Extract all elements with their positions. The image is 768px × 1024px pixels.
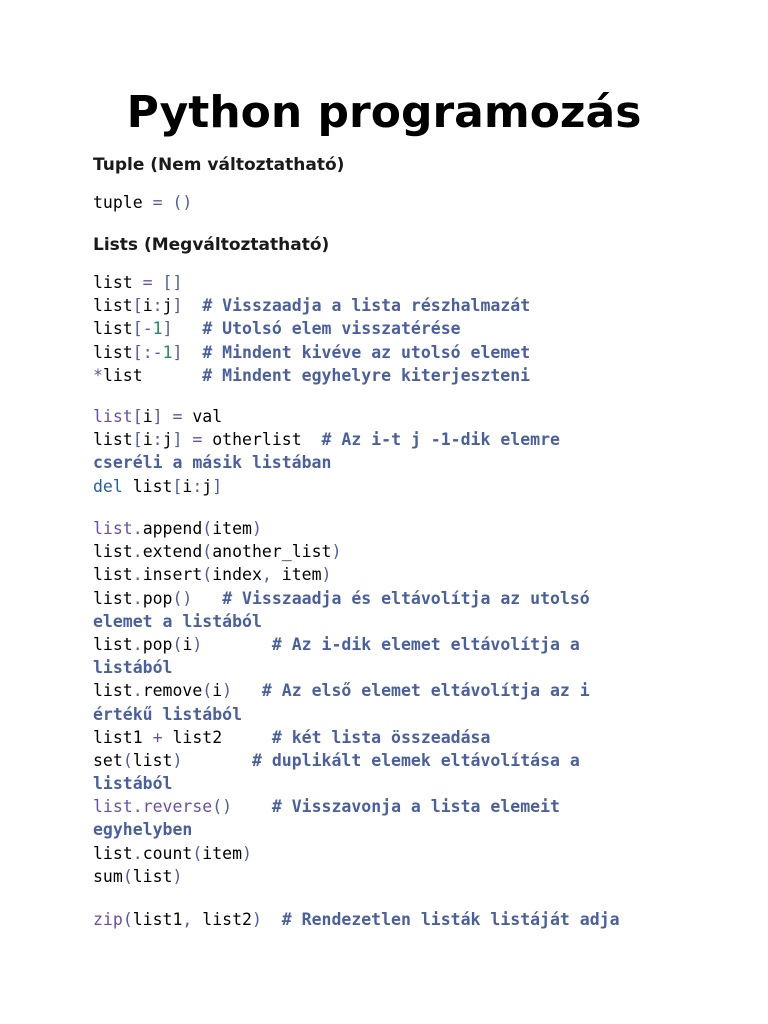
code-token: .: [132, 681, 143, 701]
code-token: list: [93, 565, 133, 585]
code-token: ]: [172, 430, 183, 450]
code-token: list1: [132, 910, 183, 929]
code-comment: # Mindent egyhelyre kiterjeszteni: [202, 365, 531, 385]
code-token: (: [122, 866, 133, 886]
code-token: another_list: [212, 542, 332, 562]
code-token: zip: [93, 910, 123, 929]
code-token: [232, 681, 262, 700]
code-token: :: [192, 476, 203, 496]
code-token: [: [132, 342, 143, 362]
code-token: [163, 193, 173, 212]
code-token: .: [132, 797, 143, 817]
code-token: ]: [212, 476, 223, 496]
code-token: ): [192, 634, 203, 654]
code-token: list: [132, 866, 173, 886]
code-comment: # Az első elemet eltávolítja az i: [261, 681, 590, 701]
code-token: list: [93, 407, 133, 426]
code-token: list: [93, 342, 133, 362]
code-token: -: [142, 319, 153, 339]
code-token: ): [242, 843, 252, 863]
code-line: [93, 749, 733, 772]
code-token: list1: [93, 727, 153, 747]
code-token: i: [142, 430, 153, 450]
code-token: [232, 797, 272, 816]
code-token: :: [152, 296, 163, 316]
code-token: :-: [142, 342, 163, 362]
code-token: j: [202, 476, 213, 496]
code-token: (: [202, 519, 213, 538]
code-block-zip: [93, 908, 733, 931]
code-comment: # Rendezetlen listák listáját adja: [281, 910, 620, 929]
code-line: [93, 294, 733, 317]
code-token: list: [93, 797, 133, 817]
code-line: [93, 475, 733, 498]
code-comment: listából: [93, 658, 173, 678]
code-token: =: [192, 430, 203, 450]
code-token: 1: [152, 319, 163, 339]
code-line: [93, 772, 733, 795]
code-block-list-basics: [93, 271, 733, 387]
code-token: =: [172, 407, 183, 426]
code-token: list: [93, 273, 143, 292]
code-token: (): [172, 588, 193, 608]
code-comment: cseréli a másik listában: [93, 453, 332, 473]
code-comment: listából: [93, 774, 173, 794]
code-line: [93, 428, 733, 451]
code-line: [93, 656, 733, 679]
code-token: *: [93, 365, 103, 385]
code-comment: egyhelyben: [93, 820, 193, 840]
code-token: list: [93, 296, 133, 316]
code-token: otherlist: [202, 430, 322, 450]
code-token: i: [182, 634, 193, 654]
code-token: (: [122, 910, 133, 929]
code-token: ): [251, 519, 262, 538]
code-comment: # két lista összeadása: [271, 727, 491, 747]
code-token: i: [212, 681, 223, 701]
code-token: ]: [152, 407, 163, 426]
code-token: list: [93, 430, 133, 450]
code-line: [93, 341, 733, 364]
code-token: =: [142, 273, 153, 292]
code-token: ): [321, 565, 332, 585]
code-token: (: [192, 843, 203, 863]
code-token: item: [202, 843, 243, 863]
code-token: ]: [162, 319, 173, 339]
code-token: val: [182, 407, 223, 426]
code-line: [93, 517, 733, 540]
code-token: list: [93, 542, 133, 562]
code-token: item: [281, 565, 322, 585]
code-block-tuple: [93, 191, 733, 214]
code-token: del: [93, 476, 123, 496]
code-token: append: [142, 519, 203, 538]
code-line: [93, 405, 733, 428]
code-token: .: [132, 588, 143, 608]
code-comment: # Mindent kivéve az utolsó elemet: [202, 342, 531, 362]
code-token: [143, 366, 203, 385]
code-token: (): [212, 797, 233, 817]
code-line: [93, 610, 733, 633]
code-token: list: [122, 476, 173, 496]
page-title: Python programozás: [126, 87, 642, 138]
code-comment: # Az i-t j -1-dik elemre: [321, 430, 560, 450]
code-line: [93, 563, 733, 586]
code-token: .: [132, 542, 143, 562]
code-token: [182, 430, 192, 449]
code-comment: # Visszaadja és eltávolítja az utolsó: [222, 588, 590, 608]
code-token: [182, 751, 252, 770]
code-line: [93, 726, 733, 749]
code-line: [93, 795, 733, 818]
code-line: [93, 703, 733, 726]
code-token: list2: [202, 910, 252, 929]
code-token: ,: [182, 910, 203, 929]
code-token: [153, 273, 163, 292]
code-token: (: [202, 565, 213, 585]
code-line: [93, 908, 733, 931]
code-token: [: [132, 319, 143, 339]
code-line: [93, 633, 733, 656]
code-token: sum: [93, 866, 123, 886]
code-token: .: [132, 843, 143, 863]
code-token: (: [122, 750, 133, 770]
code-token: ): [222, 681, 233, 701]
code-token: j: [162, 296, 173, 316]
code-token: j: [162, 430, 173, 450]
code-token: [182, 343, 202, 362]
code-token: list2: [162, 727, 272, 747]
code-block-list-methods: [93, 517, 733, 888]
code-token: i: [142, 296, 153, 316]
code-line: [93, 191, 733, 214]
code-token: []: [162, 273, 183, 292]
code-token: pop: [142, 588, 173, 608]
code-token: [192, 589, 222, 608]
code-token: =: [152, 193, 163, 212]
code-token: list: [93, 634, 133, 654]
code-token: [163, 407, 173, 426]
code-token: item: [212, 519, 252, 538]
code-token: i: [182, 476, 193, 496]
code-token: +: [152, 727, 163, 747]
code-token: [: [132, 296, 143, 316]
code-token: ,: [261, 565, 282, 585]
code-line: [93, 818, 733, 841]
code-token: count: [142, 843, 193, 863]
code-token: list: [93, 519, 133, 538]
code-token: list: [102, 365, 143, 385]
code-comment: # duplikált elemek eltávolítása a: [251, 750, 580, 770]
code-token: .: [132, 565, 143, 585]
code-token: ]: [172, 342, 183, 362]
code-line: [93, 587, 733, 610]
code-token: [182, 296, 202, 315]
code-token: ]: [172, 296, 183, 316]
code-token: .: [132, 519, 143, 538]
code-token: list: [132, 750, 173, 770]
code-comment: értékű listából: [93, 704, 243, 724]
section-heading-lists: Lists (Megváltoztatható): [93, 235, 330, 255]
code-token: .: [132, 634, 143, 654]
code-token: pop: [142, 634, 173, 654]
code-token: ): [172, 866, 183, 886]
code-line: [93, 865, 733, 888]
code-comment: elemet a listából: [93, 611, 262, 631]
code-comment: # Az i-dik elemet eltávolítja a: [271, 634, 580, 654]
code-token: (: [202, 681, 213, 701]
code-line: [93, 540, 733, 563]
code-token: ): [331, 542, 342, 562]
code-token: list: [93, 319, 133, 339]
code-token: [: [132, 407, 143, 426]
code-token: index: [212, 565, 262, 585]
code-token: tuple: [93, 193, 153, 212]
code-token: ): [172, 750, 183, 770]
code-token: reverse: [142, 797, 213, 817]
code-token: remove: [142, 681, 203, 701]
code-token: list: [93, 843, 133, 863]
code-comment: # Visszavonja a lista elemeit: [271, 797, 560, 817]
code-token: ): [251, 910, 262, 929]
code-token: (: [202, 542, 213, 562]
code-token: [173, 319, 203, 338]
code-token: list: [93, 588, 133, 608]
code-token: [262, 910, 282, 929]
code-token: insert: [142, 565, 203, 585]
code-line: [93, 679, 733, 702]
code-token: [: [132, 430, 143, 450]
code-line: [93, 842, 733, 865]
code-token: i: [142, 407, 153, 426]
code-token: set: [93, 750, 123, 770]
code-token: list: [93, 681, 133, 701]
code-comment: # Visszaadja a lista részhalmazát: [202, 296, 531, 316]
code-token: :: [152, 430, 163, 450]
code-comment: # Utolsó elem visszatérése: [202, 319, 461, 339]
code-token: [: [172, 476, 183, 496]
code-token: (: [172, 634, 183, 654]
code-line: [93, 317, 733, 340]
section-heading-tuple: Tuple (Nem változtatható): [93, 155, 345, 175]
code-block-list-assign: [93, 405, 733, 498]
code-line: [93, 364, 733, 387]
code-token: extend: [142, 542, 203, 562]
code-token: 1: [162, 342, 173, 362]
code-line: [93, 271, 733, 294]
code-line: [93, 451, 733, 474]
code-token: (): [172, 193, 193, 212]
code-token: [202, 635, 272, 654]
